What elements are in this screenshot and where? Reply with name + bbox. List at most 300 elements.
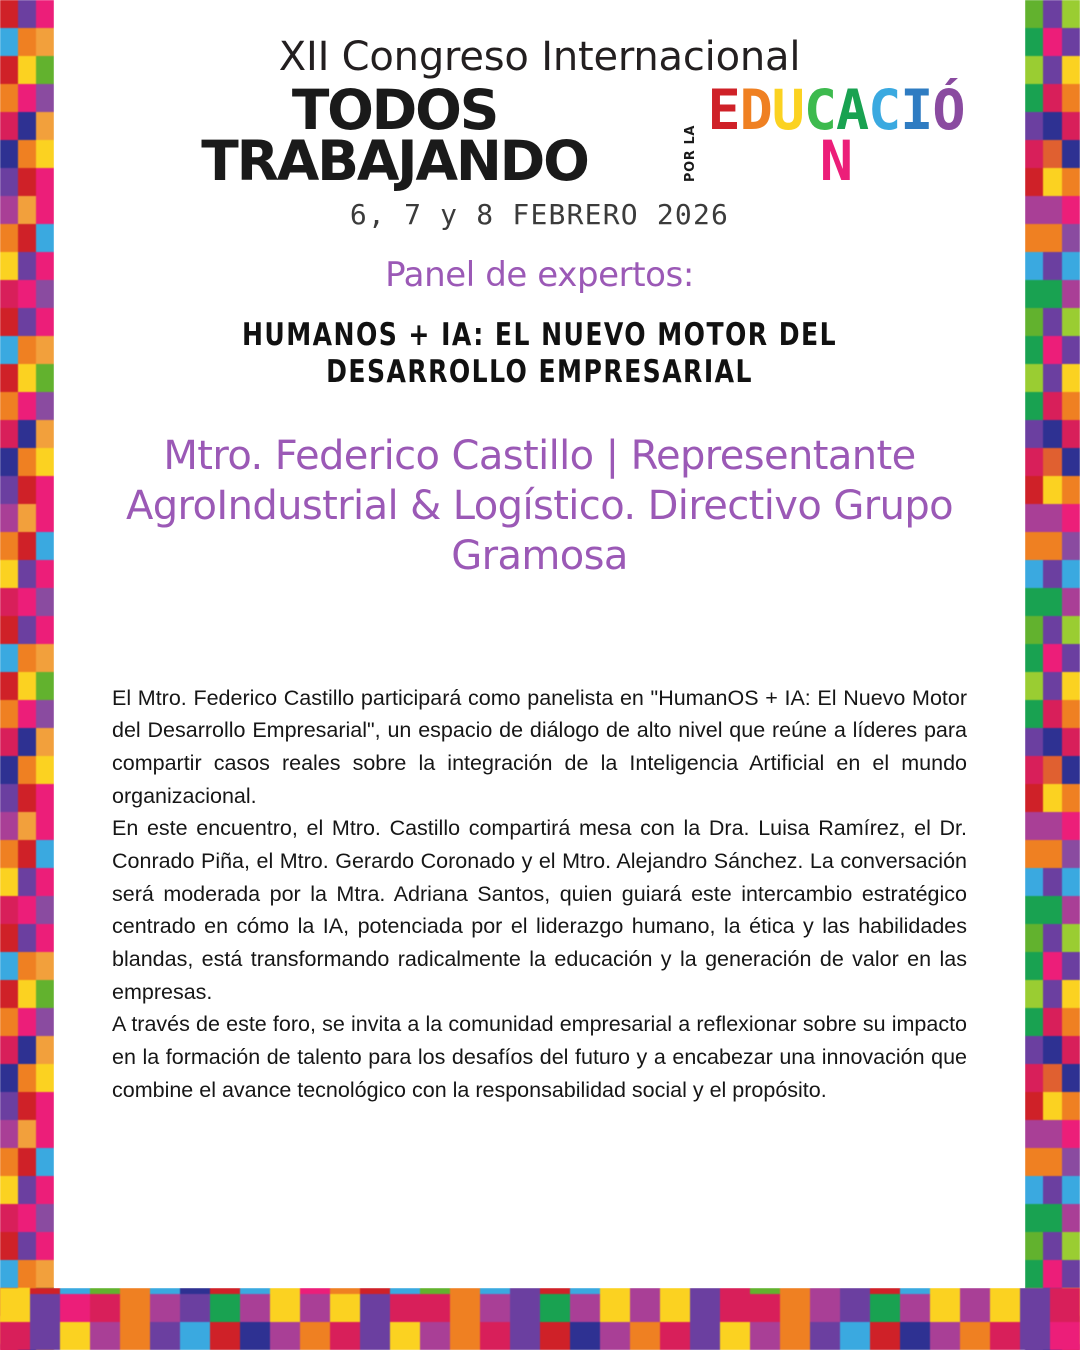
- border-left-tile: [0, 532, 18, 560]
- border-left-tile: [18, 812, 36, 840]
- border-right-tile: [1025, 812, 1043, 840]
- border-bottom-tile: [0, 1322, 30, 1350]
- border-right-tile: [1043, 504, 1061, 532]
- border-left-tile: [0, 1260, 18, 1288]
- border-right-tile: [1025, 868, 1043, 896]
- border-left-tile: [36, 812, 54, 840]
- border-bottom-tile: [930, 1294, 960, 1322]
- border-left-tile: [36, 112, 54, 140]
- border-right-tile: [1043, 196, 1061, 224]
- border-bottom-tile: [420, 1294, 450, 1322]
- border-bottom-tile: [390, 1294, 420, 1322]
- border-left-tile: [0, 784, 18, 812]
- border-bottom-tile: [180, 1322, 210, 1350]
- border-right-tile: [1025, 56, 1043, 84]
- border-right-tile: [1043, 168, 1061, 196]
- border-left-tile: [36, 1148, 54, 1176]
- border-left-tile: [36, 140, 54, 168]
- logo-educacion-letter-4: A: [835, 78, 869, 143]
- body-paragraph-2: A través de este foro, se invita a la comunidad empresarial a reflexionar sobre su impacto en la formación de talento para los desafíos del futuro y a encabezar una innovación que combine el avance tecnológico con la responsabilidad social y el propósito.: [112, 1012, 967, 1102]
- border-left-tile: [18, 588, 36, 616]
- border-left-tile: [18, 364, 36, 392]
- border-bottom-tile: [1020, 1294, 1050, 1322]
- border-right-tile: [1043, 112, 1061, 140]
- border-right-tile: [1025, 784, 1043, 812]
- border-bottom-tile: [840, 1322, 870, 1350]
- border-right-tile: [1025, 924, 1043, 952]
- border-bottom-tile: [330, 1294, 360, 1322]
- border-right-tile: [1062, 308, 1080, 336]
- border-left-tile: [0, 672, 18, 700]
- border-right-tile: [1043, 28, 1061, 56]
- border-right-tile: [1062, 0, 1080, 28]
- logo-educacion-letter-6: I: [900, 78, 933, 143]
- border-bottom-tile: [330, 1322, 360, 1350]
- border-bottom-tile: [690, 1294, 720, 1322]
- border-left-tile: [36, 980, 54, 1008]
- border-right-tile: [1062, 616, 1080, 644]
- border-right-tile: [1062, 868, 1080, 896]
- border-right-tile: [1043, 784, 1061, 812]
- border-left-tile: [36, 868, 54, 896]
- border-left-tile: [18, 112, 36, 140]
- border-right-tile: [1062, 168, 1080, 196]
- border-left-tile: [0, 644, 18, 672]
- border-right-tile: [1062, 784, 1080, 812]
- border-bottom-tile: [630, 1322, 660, 1350]
- border-right-tile: [1025, 672, 1043, 700]
- border-bottom-tile: [300, 1294, 330, 1322]
- border-right-tile: [1062, 952, 1080, 980]
- border-bottom-tile: [30, 1322, 60, 1350]
- logo-main-text: TODOS TRABAJANDO: [201, 78, 588, 193]
- border-right-tile: [1025, 392, 1043, 420]
- border-left-tile: [36, 588, 54, 616]
- border-right-tile: [1062, 896, 1080, 924]
- border-left-tile: [0, 812, 18, 840]
- border-right-tile: [1025, 224, 1043, 252]
- logo-educacion-letter-3: C: [803, 78, 836, 143]
- border-right-tile: [1062, 700, 1080, 728]
- border-right-tile: [1025, 616, 1043, 644]
- border-right-tile: [1043, 140, 1061, 168]
- congress-date: 6, 7 y 8 FEBRERO 2026: [349, 198, 730, 232]
- border-left-tile: [36, 616, 54, 644]
- border-bottom-tile: [720, 1294, 750, 1322]
- border-right-tile: [1025, 140, 1043, 168]
- border-right-tile: [1062, 224, 1080, 252]
- border-right-tile: [1062, 1120, 1080, 1148]
- border-left-tile: [0, 56, 18, 84]
- logo-educacion-letter-1: D: [739, 78, 772, 143]
- border-right-tile: [1025, 980, 1043, 1008]
- border-right-tile: [1025, 84, 1043, 112]
- border-right-tile: [1025, 1092, 1043, 1120]
- border-left-tile: [0, 252, 18, 280]
- border-right-tile: [1062, 560, 1080, 588]
- border-bottom-tile: [570, 1322, 600, 1350]
- content-card: [54, 0, 1025, 1288]
- border-left-tile: [18, 84, 36, 112]
- border-bottom-tile: [780, 1294, 810, 1322]
- border-left-tile: [0, 1204, 18, 1232]
- border-right-tile: [1062, 448, 1080, 476]
- border-right-tile: [1025, 728, 1043, 756]
- border-bottom-tile: [360, 1294, 390, 1322]
- border-bottom-tile: [450, 1294, 480, 1322]
- border-left-tile: [36, 252, 54, 280]
- border-right-tile: [1043, 980, 1061, 1008]
- border-left-tile: [36, 420, 54, 448]
- border-bottom-tile: [210, 1322, 240, 1350]
- border-left-tile: [0, 1092, 18, 1120]
- border-bottom-tile: [90, 1294, 120, 1322]
- border-left-tile: [18, 868, 36, 896]
- border-bottom-tile: [870, 1322, 900, 1350]
- decorative-border-left: [0, 0, 54, 1350]
- border-right-tile: [1062, 1148, 1080, 1176]
- logo-lockup: [106, 78, 973, 193]
- border-bottom-tile: [510, 1294, 540, 1322]
- border-bottom-tile: [870, 1294, 900, 1322]
- border-bottom-tile: [0, 1294, 30, 1322]
- border-right-tile: [1025, 420, 1043, 448]
- border-right-tile: [1062, 84, 1080, 112]
- border-left-tile: [0, 0, 18, 28]
- panel-kicker: Panel de expertos:: [385, 255, 694, 296]
- border-bottom-tile: [990, 1322, 1020, 1350]
- border-left-tile: [0, 168, 18, 196]
- border-left-tile: [0, 280, 18, 308]
- border-left-tile: [0, 196, 18, 224]
- border-bottom-tile: [1050, 1322, 1080, 1350]
- border-right-tile: [1062, 196, 1080, 224]
- congress-logo: [106, 36, 973, 231]
- border-bottom-tile: [540, 1294, 570, 1322]
- border-bottom-tile: [900, 1294, 930, 1322]
- border-left-tile: [0, 1120, 18, 1148]
- border-bottom-tile: [300, 1322, 330, 1350]
- border-right-tile: [1025, 112, 1043, 140]
- border-left-tile: [0, 868, 18, 896]
- border-left-tile: [36, 1176, 54, 1204]
- border-left-tile: [18, 504, 36, 532]
- border-left-tile: [36, 1232, 54, 1260]
- border-right-tile: [1062, 336, 1080, 364]
- border-left-tile: [18, 560, 36, 588]
- border-left-tile: [18, 280, 36, 308]
- border-left-tile: [18, 448, 36, 476]
- border-right-tile: [1043, 756, 1061, 784]
- logo-porla-text: POR LA: [682, 125, 698, 183]
- border-right-tile: [1025, 756, 1043, 784]
- border-left-tile: [36, 1120, 54, 1148]
- border-left-tile: [36, 56, 54, 84]
- border-right-tile: [1062, 756, 1080, 784]
- border-right-tile: [1043, 308, 1061, 336]
- border-right-tile: [1043, 448, 1061, 476]
- border-left-tile: [18, 1148, 36, 1176]
- decorative-border-right: [1025, 0, 1080, 1350]
- border-right-tile: [1062, 420, 1080, 448]
- border-right-tile: [1025, 336, 1043, 364]
- border-left-tile: [0, 756, 18, 784]
- border-right-tile: [1043, 1092, 1061, 1120]
- border-right-tile: [1062, 924, 1080, 952]
- border-left-tile: [36, 1204, 54, 1232]
- border-right-tile: [1043, 616, 1061, 644]
- logo-educacion-letter-8: N: [819, 128, 853, 193]
- border-left-tile: [0, 308, 18, 336]
- border-right-tile: [1025, 840, 1043, 868]
- border-right-tile: [1043, 56, 1061, 84]
- border-left-tile: [18, 756, 36, 784]
- border-left-tile: [36, 1260, 54, 1288]
- border-right-tile: [1062, 728, 1080, 756]
- border-right-tile: [1043, 644, 1061, 672]
- border-right-tile: [1043, 1120, 1061, 1148]
- border-bottom-tile: [180, 1294, 210, 1322]
- congress-kicker: XII Congreso Internacional: [278, 34, 801, 80]
- border-right-tile: [1062, 812, 1080, 840]
- border-left-tile: [36, 644, 54, 672]
- border-right-tile: [1043, 1232, 1061, 1260]
- border-right-tile: [1025, 1064, 1043, 1092]
- border-bottom-tile: [390, 1322, 420, 1350]
- border-right-tile: [1043, 1036, 1061, 1064]
- border-right-tile: [1025, 1120, 1043, 1148]
- border-right-tile: [1043, 0, 1061, 28]
- border-bottom-tile: [1020, 1322, 1050, 1350]
- border-bottom-tile: [750, 1294, 780, 1322]
- border-right-tile: [1025, 1176, 1043, 1204]
- border-left-tile: [18, 0, 36, 28]
- border-right-tile: [1043, 476, 1061, 504]
- border-left-tile: [36, 280, 54, 308]
- border-left-tile: [36, 532, 54, 560]
- border-left-tile: [36, 364, 54, 392]
- border-bottom-tile: [960, 1294, 990, 1322]
- border-bottom-tile: [120, 1322, 150, 1350]
- border-right-tile: [1025, 1232, 1043, 1260]
- border-left-tile: [0, 476, 18, 504]
- border-left-tile: [36, 1008, 54, 1036]
- border-left-tile: [36, 1092, 54, 1120]
- border-bottom-tile: [480, 1322, 510, 1350]
- border-right-tile: [1025, 644, 1043, 672]
- border-left-tile: [18, 980, 36, 1008]
- border-right-tile: [1043, 532, 1061, 560]
- border-right-tile: [1062, 1008, 1080, 1036]
- border-left-tile: [0, 1036, 18, 1064]
- border-bottom-tile: [930, 1322, 960, 1350]
- border-left-tile: [36, 196, 54, 224]
- border-left-tile: [36, 728, 54, 756]
- border-right-tile: [1025, 252, 1043, 280]
- border-right-tile: [1025, 448, 1043, 476]
- border-bottom-tile: [480, 1294, 510, 1322]
- border-left-tile: [18, 840, 36, 868]
- border-left-tile: [0, 28, 18, 56]
- border-bottom-tile: [990, 1294, 1020, 1322]
- border-left-tile: [18, 1064, 36, 1092]
- border-left-tile: [36, 896, 54, 924]
- border-right-tile: [1062, 56, 1080, 84]
- border-left-tile: [18, 1232, 36, 1260]
- border-left-tile: [36, 672, 54, 700]
- border-left-tile: [18, 952, 36, 980]
- border-left-tile: [18, 56, 36, 84]
- logo-educacion-letter-5: C: [868, 78, 901, 143]
- border-right-tile: [1062, 1176, 1080, 1204]
- border-bottom-tile: [750, 1322, 780, 1350]
- border-left-tile: [36, 924, 54, 952]
- border-right-tile: [1043, 252, 1061, 280]
- border-right-tile: [1062, 280, 1080, 308]
- border-right-tile: [1025, 0, 1043, 28]
- border-left-tile: [18, 644, 36, 672]
- border-right-tile: [1062, 840, 1080, 868]
- border-left-tile: [18, 1204, 36, 1232]
- border-left-tile: [0, 84, 18, 112]
- border-left-tile: [36, 28, 54, 56]
- border-bottom-tile: [240, 1322, 270, 1350]
- border-right-tile: [1062, 1036, 1080, 1064]
- border-left-tile: [18, 168, 36, 196]
- border-right-tile: [1043, 840, 1061, 868]
- border-left-tile: [36, 476, 54, 504]
- border-bottom-tile: [150, 1322, 180, 1350]
- border-right-tile: [1025, 168, 1043, 196]
- border-left-tile: [18, 616, 36, 644]
- border-left-tile: [36, 952, 54, 980]
- border-left-tile: [36, 560, 54, 588]
- border-left-tile: [0, 336, 18, 364]
- border-right-tile: [1043, 280, 1061, 308]
- border-left-tile: [18, 1176, 36, 1204]
- border-bottom-tile: [150, 1294, 180, 1322]
- border-left-tile: [0, 980, 18, 1008]
- border-left-tile: [18, 1008, 36, 1036]
- border-right-tile: [1043, 1260, 1061, 1288]
- border-right-tile: [1062, 588, 1080, 616]
- border-bottom-tile: [660, 1322, 690, 1350]
- border-right-tile: [1062, 504, 1080, 532]
- border-right-tile: [1025, 952, 1043, 980]
- border-left-tile: [0, 1148, 18, 1176]
- border-left-tile: [36, 448, 54, 476]
- border-left-tile: [18, 532, 36, 560]
- body-paragraph-1: En este encuentro, el Mtro. Castillo compartirá mesa con la Dra. Luisa Ramírez, el Dr. Conrado Piña, el Mtro. Gerardo Coronado y el Mtro. Alejandro Sánchez. La conversación será moderada por la Mtra. Adriana Santos, quien guiará este intercambio estratégico centrado en cómo la IA, potenciada por el liderazgo humano, la ética y las habilidades blandas, está transformando radicalmente la educación y la generación de valor en las empresas.: [112, 816, 967, 1004]
- border-left-tile: [18, 896, 36, 924]
- border-bottom-tile: [240, 1294, 270, 1322]
- border-right-tile: [1062, 980, 1080, 1008]
- border-left-tile: [18, 924, 36, 952]
- border-left-tile: [36, 756, 54, 784]
- border-right-tile: [1025, 560, 1043, 588]
- border-bottom-tile: [90, 1322, 120, 1350]
- border-left-tile: [36, 336, 54, 364]
- border-right-tile: [1043, 1176, 1061, 1204]
- border-right-tile: [1062, 1232, 1080, 1260]
- border-right-tile: [1025, 1148, 1043, 1176]
- border-left-tile: [0, 364, 18, 392]
- border-left-tile: [36, 168, 54, 196]
- border-right-tile: [1062, 532, 1080, 560]
- border-right-tile: [1062, 672, 1080, 700]
- border-left-tile: [18, 1260, 36, 1288]
- border-bottom-tile: [270, 1294, 300, 1322]
- panel-title: HUMANOS + IA: EL NUEVO MOTOR DEL DESARROLLO EMPRESARIAL: [241, 317, 838, 390]
- border-left-tile: [18, 420, 36, 448]
- border-bottom-tile: [630, 1294, 660, 1322]
- border-right-tile: [1043, 224, 1061, 252]
- border-right-tile: [1025, 588, 1043, 616]
- border-right-tile: [1043, 336, 1061, 364]
- border-right-tile: [1043, 84, 1061, 112]
- border-left-tile: [0, 420, 18, 448]
- border-right-tile: [1025, 476, 1043, 504]
- border-left-tile: [0, 588, 18, 616]
- border-left-tile: [18, 224, 36, 252]
- logo-educacion-text: [699, 78, 973, 193]
- border-bottom-tile: [600, 1294, 630, 1322]
- decorative-border-bottom: [0, 1288, 1080, 1350]
- border-bottom-tile: [960, 1322, 990, 1350]
- border-right-tile: [1062, 364, 1080, 392]
- border-bottom-tile: [810, 1322, 840, 1350]
- border-right-tile: [1043, 952, 1061, 980]
- border-bottom-tile: [420, 1322, 450, 1350]
- border-bottom-tile: [510, 1322, 540, 1350]
- border-bottom-tile: [1050, 1294, 1080, 1322]
- border-right-tile: [1062, 644, 1080, 672]
- body-paragraph-0: El Mtro. Federico Castillo participará como panelista en "HumanOS + IA: El Nuevo Motor del Desarrollo Empresarial", un espacio de diálogo de alto nivel que reúne a líderes para compartir casos reales sobre la integración de la Inteligencia Artificial en el mundo organizacional.: [112, 685, 967, 808]
- logo-educacion-letter-7: Ó: [932, 78, 965, 143]
- border-right-tile: [1043, 588, 1061, 616]
- border-left-tile: [36, 504, 54, 532]
- border-right-tile: [1025, 504, 1043, 532]
- border-bottom-tile: [840, 1294, 870, 1322]
- border-bottom-tile: [30, 1294, 60, 1322]
- border-right-tile: [1025, 700, 1043, 728]
- border-bottom-tile: [900, 1322, 930, 1350]
- border-right-tile: [1062, 476, 1080, 504]
- border-left-tile: [36, 840, 54, 868]
- border-left-tile: [18, 1036, 36, 1064]
- border-left-tile: [0, 224, 18, 252]
- border-left-tile: [36, 700, 54, 728]
- border-right-tile: [1043, 392, 1061, 420]
- border-left-tile: [0, 112, 18, 140]
- border-right-tile: [1062, 1204, 1080, 1232]
- border-left-tile: [18, 252, 36, 280]
- border-bottom-tile: [780, 1322, 810, 1350]
- border-left-tile: [36, 784, 54, 812]
- border-left-tile: [18, 336, 36, 364]
- border-right-tile: [1062, 1092, 1080, 1120]
- border-right-tile: [1025, 196, 1043, 224]
- border-right-tile: [1043, 1204, 1061, 1232]
- border-bottom-tile: [60, 1294, 90, 1322]
- border-bottom-tile: [210, 1294, 240, 1322]
- border-bottom-tile: [660, 1294, 690, 1322]
- logo-educacion-letter-0: E: [707, 78, 740, 143]
- border-bottom-tile: [450, 1322, 480, 1350]
- border-bottom-tile: [360, 1322, 390, 1350]
- border-right-tile: [1043, 1064, 1061, 1092]
- border-right-tile: [1062, 112, 1080, 140]
